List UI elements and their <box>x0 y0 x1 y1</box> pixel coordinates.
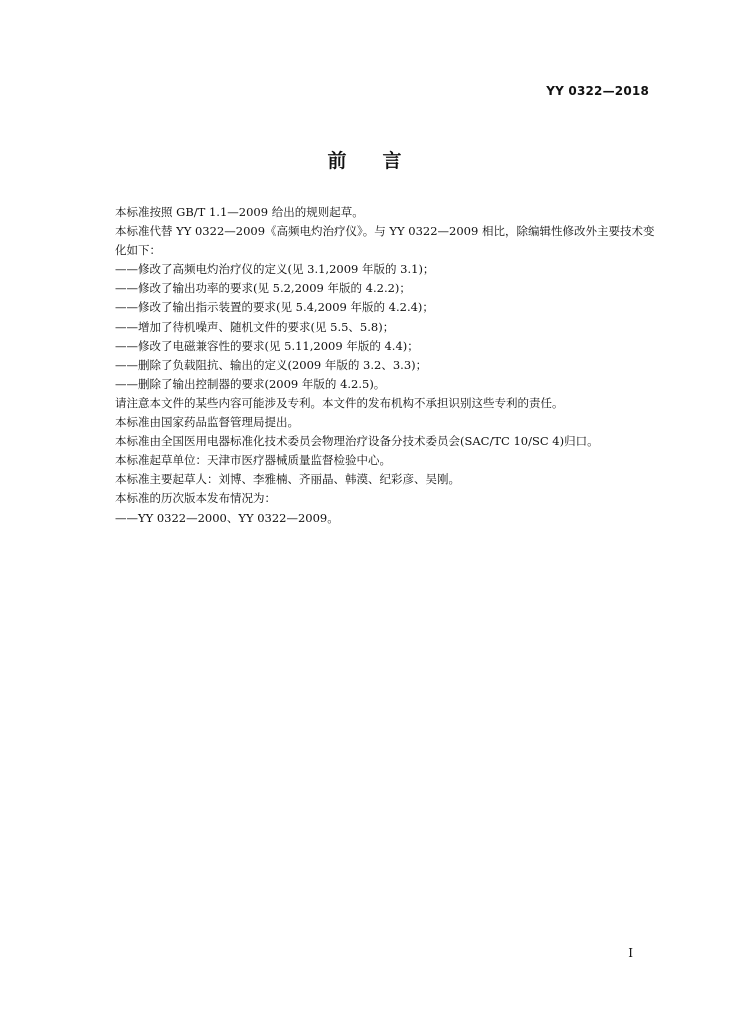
patent-note: 请注意本文件的某些内容可能涉及专利。本文件的发布机构不承担识别这些专利的责任。 <box>115 395 564 410</box>
change-item: ——修改了输出指示装置的要求(见 5.4,2009 年版的 4.2.4)； <box>115 300 434 315</box>
drafting-unit-note: 本标准起草单位：天津市医疗器械质量监督检验中心。 <box>115 453 391 468</box>
replacement-paragraph: 本标准代替 YY 0322—2009《高频电灼治疗仪》。与 YY 0322—2009 相比，除编辑性修改外主要技术变化如下： <box>115 224 655 258</box>
drafting-rule-paragraph: 本标准按照 GB/T 1.1—2009 给出的规则起草。 <box>115 205 364 219</box>
change-item: ——修改了电磁兼容性的要求(见 5.11,2009 年版的 4.4)； <box>115 338 419 353</box>
change-item: ——修改了高频电灼治疗仪的定义(见 3.1,2009 年版的 3.1)； <box>115 262 435 277</box>
foreword-body <box>115 203 660 528</box>
change-item: ——删除了输出控制器的要求(2009 年版的 4.2.5)。 <box>115 376 386 391</box>
change-item: ——增加了待机噪声、随机文件的要求(见 5.5、5.8)； <box>115 319 395 334</box>
page-title: 前言 <box>327 150 438 172</box>
change-item: ——删除了负载阻抗、输出的定义(2009 年版的 3.2、3.3)； <box>115 357 428 372</box>
change-item: ——修改了输出功率的要求(见 5.2,2009 年版的 4.2.2)； <box>115 281 411 296</box>
standard-number: YY 0322—2018 <box>546 84 649 98</box>
history-intro: 本标准的历次版本发布情况为： <box>115 491 276 506</box>
drafters-note: 本标准主要起草人：刘博、李雅楠、齐丽晶、韩漠、纪彩彦、吴刚。 <box>115 472 460 487</box>
committee-note: 本标准由全国医用电器标准化技术委员会物理治疗设备分技术委员会(SAC/TC 10/SC 4)归口。 <box>115 434 599 449</box>
proposer-note: 本标准由国家药品监督管理局提出。 <box>115 415 299 430</box>
page-number: I <box>628 946 633 960</box>
history-item: ——YY 0322—2000、YY 0322—2009。 <box>115 510 339 525</box>
